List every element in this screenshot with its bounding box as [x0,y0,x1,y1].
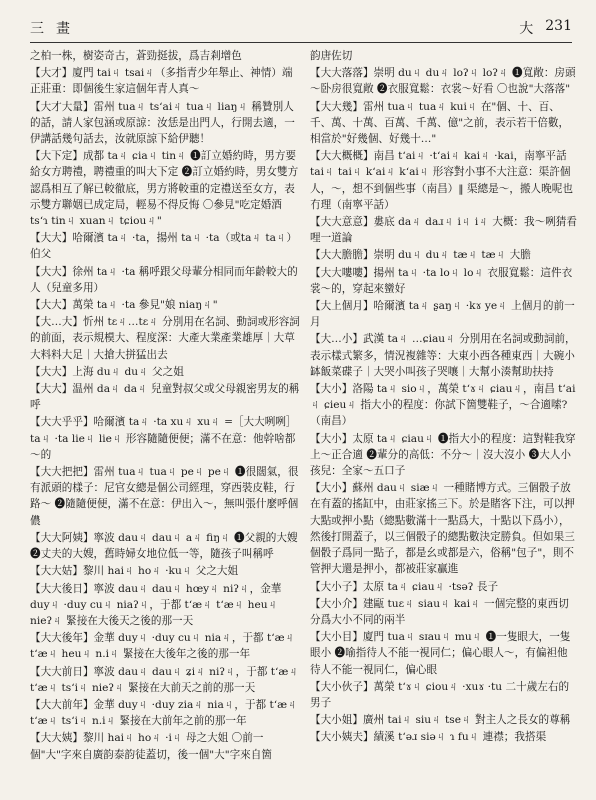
left-column [30,48,300,794]
dictionary-entry: 【大…小】武漢 taㄐ …ɕiauㄐ 分別用在名詞或動詞前，表示樣式繁多，情況複雜等：大東小西各種東西｜大碗小缽飯菜碟子｜大哭小叫孩子哭嚷｜大幫小湊幫助扶持 [310,333,576,378]
dictionary-entry: 【大大】哈爾濱 taㄐ ·ta，揚州 taㄐ ·ta（或taㄐ taㄐ）伯父 [30,232,298,261]
dictionary-entry: 【大大嘍嘍】揚州 taㄐ ·ta loㄐ loㄐ 衣服寬鬆：這件衣裳～的，穿起來蠻好 [310,266,573,295]
dictionary-entry: 【大大膽膽】崇明 duㄐ duㄐ tæㄐ tæㄐ 大膽 [310,249,531,262]
dictionary-entry: 【大小】太原 taㄐ ɕiauㄐ ❶指大小的程度：這對鞋我穿上～正合適 ❷輩分的高低：不分～｜沒大沒小 ❸大人小孩兒：全家～五口子 [310,432,576,478]
page-header [30,16,572,38]
dictionary-entry: 【大大前日】寧波 dauㄐ dauㄐ ʑiㄐ niʔㄐ，于都 tʻæㄐ tʻæㄐ tsʻiㄐ nieʔㄐ 緊接在大前天之前的那一天 [30,665,299,694]
dictionary-entry: 韵唐佐切 [310,50,353,62]
dictionary-entry: 【大大】温州 daㄐ daㄐ 兒童對叔父或父母親密男友的稱呼 [30,383,300,412]
dictionary-entry: 【大才】廈門 taiㄐ tsaiㄐ（多指青少年舉止、神情）端正莊重：即個後生家這個年青人真～ [30,67,293,96]
dictionary-entry: 【大大後年】金華 duyㄐ ·duy cuㄐ niaㄐ，于都 tʻæㄐ tʻæㄐ heuㄐ n.iㄐ 緊接在大後年之後的那一年 [30,632,296,661]
dictionary-entry: 【大小伙子】萬榮 tʻɤㄐ ɕiouㄐ ·xuɤ ·tu 二十歲左右的男子 [310,680,570,709]
dictionary-entry: 【大大】萬榮 taㄐ ·ta 參見"娘 niaŋㄐ" [30,299,218,312]
page-marker [519,18,572,38]
dictionary-entry: 【大大】上海 duㄐ duㄐ 父之姐 [30,365,184,378]
dictionary-entry: 【大大前年】金華 duyㄐ ·duy ziaㄐ niaㄐ，于都 tʻæㄐ tʻæㄐ tsʻiㄐ n.iㄐ 緊接在大前年之前的那一年 [30,698,298,728]
dictionary-entry: 【大大後日】寧波 dauㄐ dauㄐ hœyㄐ niʔㄐ，金華 duyㄐ ·duy cuㄐ niaʔㄐ，于都 tʻæㄐ tʻæㄐ heuㄐ nieʔㄐ 緊接在大後天之後的那一天 [30,582,282,627]
dictionary-entry: 【大小姨夫】績溪 tʻəɹ siəㄐ ɿ fuㄐ 連襟；我搭渠 [310,731,547,744]
dictionary-entry: 【大小】蘇州 dauㄐ siæㄐ 一種賭博方式。三個骰子放在有蓋的搖缸中，由莊家搖三下。於是賭客下注，可以押大點或押小點（總點數滿十一點爲大，十點以下爲小），然後打開蓋子，以三個骰子的總點數決定勝負。但如果三個骰子爲同一點子，都是幺或都是六，俗稱"包子"，則不管押大還是押小，都被莊家贏進 [310,482,575,576]
dictionary-entry: 【大小目】廈門 tuaㄐ sɪauㄐ muㄐ ❶一隻眼大，一隻眼小 ❷喻指待人不能一視同仁；偏心眼人～，有偏袒他待人不能一視同仁，偏心眼 [310,631,571,676]
header-rule [30,42,572,43]
dictionary-entry: 【大大意意】婁底 daㄐ daɹㄐ iㄐ iㄐ 大概：我～咧猜看哩一道論 [310,216,577,245]
dictionary-entry: 【大大】徐州 taㄐ ·ta 稱呼跟父母輩分相同而年齡較大的人（兒童多用） [30,265,298,294]
dictionary-entry: 【大下定】成都 taㄐ ɕiaㄐ tinㄐ ❶訂立婚約時，男方要給女方聘禮，聘禮重的叫大下定 ❷訂立婚約時，男女雙方認爲相互了解已較徹底，男方將較重的定禮送至女方，表示雙方聯姻已成定局，輕易不得反悔 〇參見"吃定婚酒 tsʻɿ tinㄐ xuanㄐ tɕiouㄐ" [30,150,299,228]
dictionary-entry: 【大小】洛陽 taㄐ sioㄐ，萬榮 tʻɤㄐ ɕiauㄐ，南昌 tʻaiㄐ ɕieuㄐ 指大小的程度：你試下箇雙鞋子，～合適嗦?（南昌） [310,383,576,428]
dictionary-entry: 【大大落落】崇明 duㄐ duㄐ loʔㄐ loʔㄐ ❶寬敞：房頭～卧房很寬敞 ❷衣服寬鬆：衣裳～好看 〇也說"大落落" [310,67,576,96]
dictionary-entry: 【大上個月】哈爾濱 taㄐ ʂaŋㄐ ·kɤ yeㄐ 上個月的前一月 [310,300,575,329]
dictionary-entry: 【大大阿姨】寧波 dauㄐ dauㄐ aㄐ fiŋㄐ ❶父親的大嫂 ❷丈夫的大嫂，舊時婦女地位低一等，隨孩子叫稱呼 [30,531,298,561]
section-title: 三畫 [30,21,82,37]
page-number: 231 [545,18,572,34]
dictionary-entry: 【大大姨】黎川 haiㄐ hoㄐ ·iㄐ 母之大姐 〇前一個"大"字來自廣韵泰韵徒蓋切，後一個"大"字來自箇 [30,732,272,761]
dictionary-entry: 【大小介】建甌 tuɛㄐ siauㄐ kaiㄐ 一個完整的東西切分爲大小不同的兩半 [310,597,569,626]
header-char: 大 [519,21,534,37]
dictionary-entry: 【大大幾】雷州 tuaㄐ tuaㄐ kuiㄐ 在"個、十、百、千、萬、十萬、百萬、千萬、億"之前，表示若干倍數，相當於"好幾個、好幾十…" [310,100,570,146]
dictionary-entry: 【大小子】太原 taㄐ ɕiauㄐ ·tsəʔ 長子 [310,580,499,593]
right-column [310,48,578,794]
dictionary-entry: 【大大把把】雷州 tuaㄐ tuaㄐ peㄐ peㄐ ❶很闊氣，很有派頭的樣子：尼官女總是個公司經理，穿西裝皮鞋，行路～ ❷隨隨便便，滿不在意：伊出入～，無叫張什麼呼個儂 [30,466,299,527]
dictionary-entry: 【大大概概】南昌 tʻaiㄐ ·tʻaiㄐ kaiㄐ ·kai，南寧平話 taiㄐ taiㄐ kʻaiㄐ kʻaiㄐ 形容對小事不大注意：渠許個人，～，想不到個些事（南昌）‖ 渠總是～，搬人晚呢也冇理（南寧平話） [310,150,573,211]
dictionary-entry: 【大大乎乎】哈爾濱 taㄐ ·ta xuㄐ xuㄐ =［大大咧咧］taㄐ ·ta lieㄐ lieㄐ 形容隨隨便便；滿不在意：他幹啥都～的 [30,416,297,461]
dictionary-entry: 【大小姐】廣州 taiㄐ siuㄐ tseㄐ 對主人之長女的尊稱 [310,714,571,727]
dictionary-entry: 之柏一株，樹姿奇古，蒼勁挺拔，爲吉剎增色 [30,50,242,62]
dictionary-entry: 【大…大】忻州 tɛㄐ…tɛㄐ 分別用在名詞、動詞或形容詞的前面，表示規模大、程度深：大產大業產業雄厚｜大草大料料大足｜大搶大拼猛出去 [30,316,300,361]
dictionary-entry: 【大大姑】黎川 haiㄐ hoㄐ ·kuㄐ 父之大姐 [30,565,239,578]
dictionary-entry: 【大才大量】雷州 tuaㄐ tsʻaiㄐ tuaㄐ liaŋㄐ 稱贊別人的話，請人家包涵或原諒：汝恁是出門人，行開去適，一伊講話幾句話去，汝就原諒下給伊聽！ [30,100,295,146]
